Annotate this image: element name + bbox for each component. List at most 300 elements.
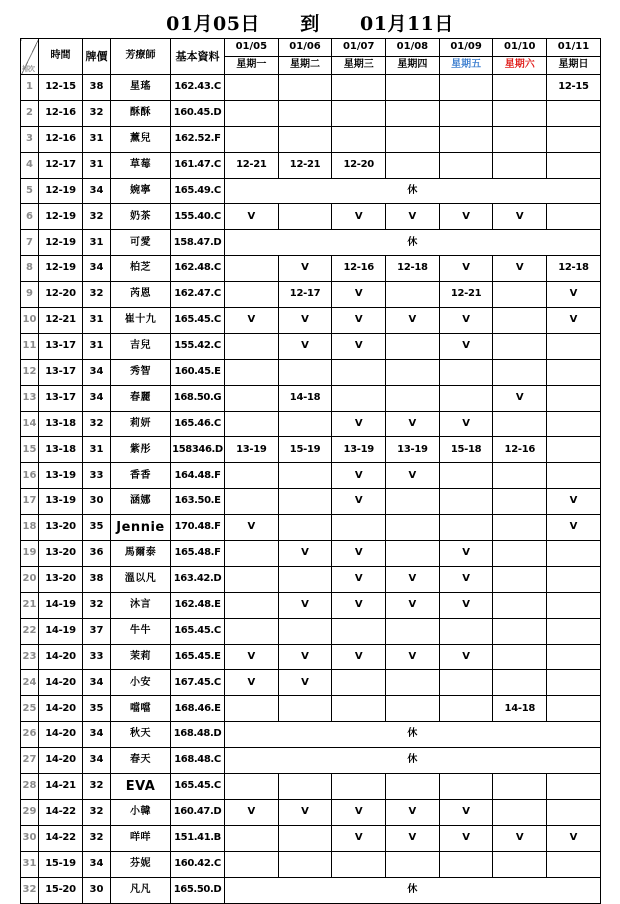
row-day-3[interactable]: V: [332, 644, 386, 670]
row-day-4[interactable]: [386, 100, 440, 126]
table-row[interactable]: [21, 256, 601, 282]
row-rate[interactable]: 32: [83, 825, 111, 851]
row-day-2[interactable]: V: [278, 333, 332, 359]
row-day-6[interactable]: [493, 799, 547, 825]
row-day-3[interactable]: V: [332, 541, 386, 567]
row-therapist-name[interactable]: 涵娜: [111, 489, 171, 515]
row-rate[interactable]: 34: [83, 359, 111, 385]
row-basic-info[interactable]: 170.48.F: [171, 515, 225, 541]
row-day-5[interactable]: V: [439, 308, 493, 334]
row-therapist-name[interactable]: 柏芝: [111, 256, 171, 282]
row-day-2[interactable]: 12-21: [278, 152, 332, 178]
row-basic-info[interactable]: 165.45.C: [171, 308, 225, 334]
row-day-1[interactable]: [225, 256, 279, 282]
row-day-7[interactable]: [547, 592, 601, 618]
row-day-2[interactable]: [278, 100, 332, 126]
row-day-3[interactable]: [332, 359, 386, 385]
row-day-4[interactable]: 12-18: [386, 256, 440, 282]
table-row[interactable]: [21, 489, 601, 515]
table-row[interactable]: [21, 437, 601, 463]
row-day-2[interactable]: [278, 696, 332, 722]
row-day-5[interactable]: [439, 463, 493, 489]
row-day-3[interactable]: [332, 618, 386, 644]
row-day-2[interactable]: V: [278, 308, 332, 334]
row-day-7[interactable]: [547, 566, 601, 592]
table-row[interactable]: [21, 204, 601, 230]
row-therapist-name[interactable]: 奶茶: [111, 204, 171, 230]
row-day-5[interactable]: [439, 489, 493, 515]
row-therapist-name[interactable]: 春天: [111, 748, 171, 774]
row-day-4[interactable]: V: [386, 799, 440, 825]
row-day-4[interactable]: V: [386, 411, 440, 437]
row-day-2[interactable]: [278, 515, 332, 541]
row-basic-info[interactable]: 168.48.C: [171, 748, 225, 774]
row-day-5[interactable]: V: [439, 825, 493, 851]
row-day-7[interactable]: [547, 385, 601, 411]
row-rate[interactable]: 34: [83, 722, 111, 748]
row-day-1[interactable]: [225, 774, 279, 800]
row-day-1[interactable]: [225, 411, 279, 437]
row-day-6[interactable]: V: [493, 204, 547, 230]
row-day-7[interactable]: [547, 463, 601, 489]
row-day-1[interactable]: [225, 333, 279, 359]
row-therapist-name[interactable]: 小韓: [111, 799, 171, 825]
row-day-6[interactable]: [493, 774, 547, 800]
row-basic-info[interactable]: 162.43.C: [171, 75, 225, 101]
row-day-7[interactable]: [547, 541, 601, 567]
row-rate[interactable]: 30: [83, 489, 111, 515]
row-day-1[interactable]: [225, 100, 279, 126]
row-day-5[interactable]: [439, 100, 493, 126]
row-therapist-name[interactable]: 香香: [111, 463, 171, 489]
row-day-2[interactable]: [278, 463, 332, 489]
row-time[interactable]: 13-17: [39, 385, 83, 411]
row-day-6[interactable]: [493, 515, 547, 541]
row-day-5[interactable]: [439, 126, 493, 152]
row-time[interactable]: 12-17: [39, 152, 83, 178]
row-therapist-name[interactable]: EVA: [111, 774, 171, 800]
row-time[interactable]: 13-20: [39, 566, 83, 592]
row-rate[interactable]: 30: [83, 877, 111, 903]
row-day-1[interactable]: [225, 592, 279, 618]
row-basic-info[interactable]: 165.49.C: [171, 178, 225, 204]
row-basic-info[interactable]: 167.45.C: [171, 670, 225, 696]
table-row[interactable]: [21, 566, 601, 592]
row-rate[interactable]: 34: [83, 178, 111, 204]
table-row[interactable]: [21, 877, 601, 903]
row-therapist-name[interactable]: 可愛: [111, 230, 171, 256]
row-rate[interactable]: 32: [83, 282, 111, 308]
row-day-4[interactable]: V: [386, 566, 440, 592]
row-therapist-name[interactable]: 春麗: [111, 385, 171, 411]
table-row[interactable]: [21, 126, 601, 152]
row-day-7[interactable]: [547, 359, 601, 385]
row-therapist-name[interactable]: 芮恩: [111, 282, 171, 308]
row-time[interactable]: 13-19: [39, 489, 83, 515]
row-day-5[interactable]: [439, 618, 493, 644]
row-day-2[interactable]: V: [278, 644, 332, 670]
row-day-7[interactable]: [547, 799, 601, 825]
row-rate[interactable]: 32: [83, 799, 111, 825]
row-day-5[interactable]: V: [439, 592, 493, 618]
row-day-7[interactable]: [547, 100, 601, 126]
table-row[interactable]: [21, 385, 601, 411]
row-therapist-name[interactable]: 草莓: [111, 152, 171, 178]
row-day-6[interactable]: [493, 333, 547, 359]
row-therapist-name[interactable]: 咩咩: [111, 825, 171, 851]
row-day-7[interactable]: [547, 670, 601, 696]
row-day-6[interactable]: [493, 282, 547, 308]
row-day-7[interactable]: [547, 411, 601, 437]
row-rest-cell[interactable]: 休: [225, 877, 601, 903]
row-rate[interactable]: 37: [83, 618, 111, 644]
row-rate[interactable]: 31: [83, 230, 111, 256]
row-time[interactable]: 15-19: [39, 851, 83, 877]
row-day-7[interactable]: [547, 126, 601, 152]
row-time[interactable]: 14-20: [39, 644, 83, 670]
row-day-3[interactable]: [332, 851, 386, 877]
row-time[interactable]: 13-17: [39, 359, 83, 385]
row-time[interactable]: 14-19: [39, 592, 83, 618]
row-day-3[interactable]: V: [332, 411, 386, 437]
table-row[interactable]: [21, 75, 601, 101]
row-day-1[interactable]: [225, 489, 279, 515]
row-time[interactable]: 12-19: [39, 256, 83, 282]
row-therapist-name[interactable]: 吉兒: [111, 333, 171, 359]
table-row[interactable]: [21, 152, 601, 178]
row-rate[interactable]: 33: [83, 644, 111, 670]
row-therapist-name[interactable]: 薰兒: [111, 126, 171, 152]
row-day-3[interactable]: [332, 385, 386, 411]
row-day-1[interactable]: V: [225, 204, 279, 230]
row-rate[interactable]: 32: [83, 592, 111, 618]
row-therapist-name[interactable]: 酥酥: [111, 100, 171, 126]
row-day-6[interactable]: [493, 489, 547, 515]
row-day-5[interactable]: [439, 670, 493, 696]
row-day-7[interactable]: V: [547, 825, 601, 851]
row-time[interactable]: 14-20: [39, 696, 83, 722]
table-row[interactable]: [21, 670, 601, 696]
row-day-6[interactable]: [493, 75, 547, 101]
row-time[interactable]: 12-16: [39, 100, 83, 126]
row-day-2[interactable]: [278, 851, 332, 877]
row-time[interactable]: 13-18: [39, 411, 83, 437]
row-day-6[interactable]: 14-18: [493, 696, 547, 722]
row-time[interactable]: 15-20: [39, 877, 83, 903]
row-rate[interactable]: 34: [83, 748, 111, 774]
row-day-6[interactable]: [493, 359, 547, 385]
row-time[interactable]: 13-19: [39, 463, 83, 489]
row-time[interactable]: 13-20: [39, 515, 83, 541]
row-basic-info[interactable]: 165.45.C: [171, 618, 225, 644]
row-day-3[interactable]: [332, 696, 386, 722]
row-day-2[interactable]: [278, 825, 332, 851]
row-rate[interactable]: 32: [83, 204, 111, 230]
row-day-4[interactable]: [386, 618, 440, 644]
table-row[interactable]: [21, 282, 601, 308]
row-day-5[interactable]: [439, 75, 493, 101]
row-rate[interactable]: 33: [83, 463, 111, 489]
row-day-2[interactable]: [278, 411, 332, 437]
row-basic-info[interactable]: 168.50.G: [171, 385, 225, 411]
row-time[interactable]: 12-19: [39, 204, 83, 230]
row-time[interactable]: 13-18: [39, 437, 83, 463]
row-rate[interactable]: 35: [83, 696, 111, 722]
row-day-3[interactable]: 13-19: [332, 437, 386, 463]
row-day-7[interactable]: V: [547, 282, 601, 308]
row-day-2[interactable]: V: [278, 541, 332, 567]
row-rate[interactable]: 31: [83, 308, 111, 334]
row-day-4[interactable]: [386, 359, 440, 385]
row-day-5[interactable]: V: [439, 333, 493, 359]
row-time[interactable]: 12-19: [39, 178, 83, 204]
row-day-6[interactable]: [493, 618, 547, 644]
row-day-5[interactable]: 12-21: [439, 282, 493, 308]
row-day-3[interactable]: V: [332, 463, 386, 489]
row-rate[interactable]: 32: [83, 774, 111, 800]
row-day-7[interactable]: [547, 333, 601, 359]
table-row[interactable]: [21, 230, 601, 256]
row-basic-info[interactable]: 164.48.F: [171, 463, 225, 489]
row-day-5[interactable]: V: [439, 204, 493, 230]
row-rate[interactable]: 32: [83, 411, 111, 437]
row-time[interactable]: 13-17: [39, 333, 83, 359]
row-day-4[interactable]: [386, 541, 440, 567]
row-day-1[interactable]: V: [225, 670, 279, 696]
row-day-7[interactable]: [547, 774, 601, 800]
table-row[interactable]: [21, 825, 601, 851]
row-day-6[interactable]: [493, 592, 547, 618]
row-day-2[interactable]: V: [278, 256, 332, 282]
row-therapist-name[interactable]: 秋天: [111, 722, 171, 748]
row-day-5[interactable]: [439, 385, 493, 411]
row-day-4[interactable]: [386, 696, 440, 722]
row-therapist-name[interactable]: 婉寧: [111, 178, 171, 204]
row-day-6[interactable]: [493, 644, 547, 670]
row-day-2[interactable]: [278, 618, 332, 644]
row-day-5[interactable]: 15-18: [439, 437, 493, 463]
row-day-6[interactable]: [493, 463, 547, 489]
row-day-6[interactable]: [493, 670, 547, 696]
row-day-2[interactable]: [278, 489, 332, 515]
row-basic-info[interactable]: 155.40.C: [171, 204, 225, 230]
row-day-4[interactable]: [386, 489, 440, 515]
row-rate[interactable]: 38: [83, 566, 111, 592]
row-day-6[interactable]: [493, 566, 547, 592]
row-time[interactable]: 14-20: [39, 722, 83, 748]
row-day-7[interactable]: 12-18: [547, 256, 601, 282]
row-day-1[interactable]: [225, 618, 279, 644]
row-therapist-name[interactable]: 凡凡: [111, 877, 171, 903]
row-basic-info[interactable]: 161.47.C: [171, 152, 225, 178]
row-day-7[interactable]: [547, 696, 601, 722]
row-time[interactable]: 12-21: [39, 308, 83, 334]
row-time[interactable]: 12-16: [39, 126, 83, 152]
row-basic-info[interactable]: 158346.D: [171, 437, 225, 463]
row-basic-info[interactable]: 165.46.C: [171, 411, 225, 437]
row-basic-info[interactable]: 163.42.D: [171, 566, 225, 592]
row-basic-info[interactable]: 162.52.F: [171, 126, 225, 152]
row-day-1[interactable]: V: [225, 644, 279, 670]
row-time[interactable]: 14-20: [39, 748, 83, 774]
row-day-3[interactable]: [332, 75, 386, 101]
row-rate[interactable]: 34: [83, 670, 111, 696]
row-therapist-name[interactable]: 芬妮: [111, 851, 171, 877]
row-day-4[interactable]: [386, 126, 440, 152]
row-basic-info[interactable]: 162.47.C: [171, 282, 225, 308]
row-day-2[interactable]: V: [278, 670, 332, 696]
row-day-6[interactable]: V: [493, 385, 547, 411]
table-row[interactable]: [21, 178, 601, 204]
row-day-3[interactable]: [332, 515, 386, 541]
row-basic-info[interactable]: 160.45.E: [171, 359, 225, 385]
row-therapist-name[interactable]: 小安: [111, 670, 171, 696]
row-time[interactable]: 12-15: [39, 75, 83, 101]
row-day-4[interactable]: [386, 670, 440, 696]
table-row[interactable]: [21, 722, 601, 748]
row-rate[interactable]: 31: [83, 126, 111, 152]
row-day-7[interactable]: [547, 644, 601, 670]
row-day-3[interactable]: V: [332, 825, 386, 851]
row-day-2[interactable]: [278, 204, 332, 230]
row-day-7[interactable]: [547, 851, 601, 877]
row-day-1[interactable]: [225, 566, 279, 592]
row-day-4[interactable]: [386, 152, 440, 178]
row-day-2[interactable]: [278, 566, 332, 592]
row-basic-info[interactable]: 160.45.D: [171, 100, 225, 126]
row-day-2[interactable]: [278, 774, 332, 800]
row-rate[interactable]: 31: [83, 333, 111, 359]
row-day-3[interactable]: [332, 126, 386, 152]
row-time[interactable]: 14-19: [39, 618, 83, 644]
row-time[interactable]: 12-19: [39, 230, 83, 256]
row-therapist-name[interactable]: 紫彤: [111, 437, 171, 463]
row-rate[interactable]: 31: [83, 437, 111, 463]
table-row[interactable]: [21, 359, 601, 385]
row-time[interactable]: 14-21: [39, 774, 83, 800]
row-rest-cell[interactable]: 休: [225, 230, 601, 256]
row-day-2[interactable]: 15-19: [278, 437, 332, 463]
row-basic-info[interactable]: 168.48.D: [171, 722, 225, 748]
row-basic-info[interactable]: 162.48.C: [171, 256, 225, 282]
row-basic-info[interactable]: 158.47.D: [171, 230, 225, 256]
row-therapist-name[interactable]: 噹噹: [111, 696, 171, 722]
row-time[interactable]: 14-22: [39, 825, 83, 851]
table-row[interactable]: [21, 411, 601, 437]
row-rate[interactable]: 34: [83, 851, 111, 877]
row-basic-info[interactable]: 168.46.E: [171, 696, 225, 722]
row-basic-info[interactable]: 165.45.C: [171, 774, 225, 800]
row-day-7[interactable]: [547, 204, 601, 230]
row-basic-info[interactable]: 160.47.D: [171, 799, 225, 825]
row-day-4[interactable]: [386, 385, 440, 411]
table-row[interactable]: [21, 100, 601, 126]
row-basic-info[interactable]: 162.48.E: [171, 592, 225, 618]
row-therapist-name[interactable]: 茉莉: [111, 644, 171, 670]
row-day-3[interactable]: V: [332, 333, 386, 359]
row-rate[interactable]: 35: [83, 515, 111, 541]
row-day-3[interactable]: V: [332, 282, 386, 308]
row-day-1[interactable]: [225, 696, 279, 722]
table-row[interactable]: [21, 851, 601, 877]
row-day-6[interactable]: [493, 411, 547, 437]
table-row[interactable]: [21, 463, 601, 489]
row-day-5[interactable]: V: [439, 256, 493, 282]
row-day-4[interactable]: 13-19: [386, 437, 440, 463]
row-day-6[interactable]: [493, 541, 547, 567]
row-basic-info[interactable]: 151.41.B: [171, 825, 225, 851]
row-rate[interactable]: 34: [83, 385, 111, 411]
row-therapist-name[interactable]: Jennie: [111, 515, 171, 541]
table-row[interactable]: [21, 748, 601, 774]
table-row[interactable]: [21, 592, 601, 618]
table-row[interactable]: [21, 515, 601, 541]
row-day-1[interactable]: V: [225, 515, 279, 541]
row-therapist-name[interactable]: 牛牛: [111, 618, 171, 644]
row-basic-info[interactable]: 165.50.D: [171, 877, 225, 903]
row-time[interactable]: 14-20: [39, 670, 83, 696]
row-day-5[interactable]: V: [439, 566, 493, 592]
row-day-7[interactable]: V: [547, 489, 601, 515]
row-day-1[interactable]: [225, 359, 279, 385]
row-therapist-name[interactable]: 莉妍: [111, 411, 171, 437]
row-day-1[interactable]: [225, 825, 279, 851]
table-row[interactable]: [21, 541, 601, 567]
row-day-3[interactable]: V: [332, 799, 386, 825]
row-therapist-name[interactable]: 馬爾泰: [111, 541, 171, 567]
row-day-1[interactable]: V: [225, 308, 279, 334]
row-day-6[interactable]: [493, 851, 547, 877]
row-day-7[interactable]: [547, 437, 601, 463]
row-day-2[interactable]: 14-18: [278, 385, 332, 411]
row-day-5[interactable]: [439, 359, 493, 385]
row-day-6[interactable]: [493, 100, 547, 126]
row-rest-cell[interactable]: 休: [225, 178, 601, 204]
row-day-5[interactable]: [439, 696, 493, 722]
row-day-5[interactable]: V: [439, 411, 493, 437]
row-day-3[interactable]: V: [332, 566, 386, 592]
row-rest-cell[interactable]: 休: [225, 748, 601, 774]
row-basic-info[interactable]: 160.42.C: [171, 851, 225, 877]
row-day-1[interactable]: [225, 282, 279, 308]
row-day-6[interactable]: 12-16: [493, 437, 547, 463]
row-day-5[interactable]: V: [439, 644, 493, 670]
table-row[interactable]: [21, 618, 601, 644]
row-rate[interactable]: 32: [83, 100, 111, 126]
row-day-3[interactable]: [332, 100, 386, 126]
row-day-4[interactable]: [386, 515, 440, 541]
row-day-2[interactable]: [278, 126, 332, 152]
row-day-1[interactable]: [225, 385, 279, 411]
row-day-6[interactable]: [493, 126, 547, 152]
row-basic-info[interactable]: 165.48.F: [171, 541, 225, 567]
row-basic-info[interactable]: 163.50.E: [171, 489, 225, 515]
row-day-4[interactable]: V: [386, 592, 440, 618]
row-day-2[interactable]: V: [278, 799, 332, 825]
row-therapist-name[interactable]: 崔十九: [111, 308, 171, 334]
row-day-4[interactable]: [386, 282, 440, 308]
row-day-7[interactable]: V: [547, 308, 601, 334]
row-day-1[interactable]: [225, 541, 279, 567]
row-rate[interactable]: 36: [83, 541, 111, 567]
row-day-4[interactable]: [386, 75, 440, 101]
row-day-1[interactable]: [225, 75, 279, 101]
row-basic-info[interactable]: 155.42.C: [171, 333, 225, 359]
row-day-1[interactable]: [225, 126, 279, 152]
table-row[interactable]: [21, 333, 601, 359]
row-day-4[interactable]: V: [386, 825, 440, 851]
row-day-3[interactable]: V: [332, 592, 386, 618]
